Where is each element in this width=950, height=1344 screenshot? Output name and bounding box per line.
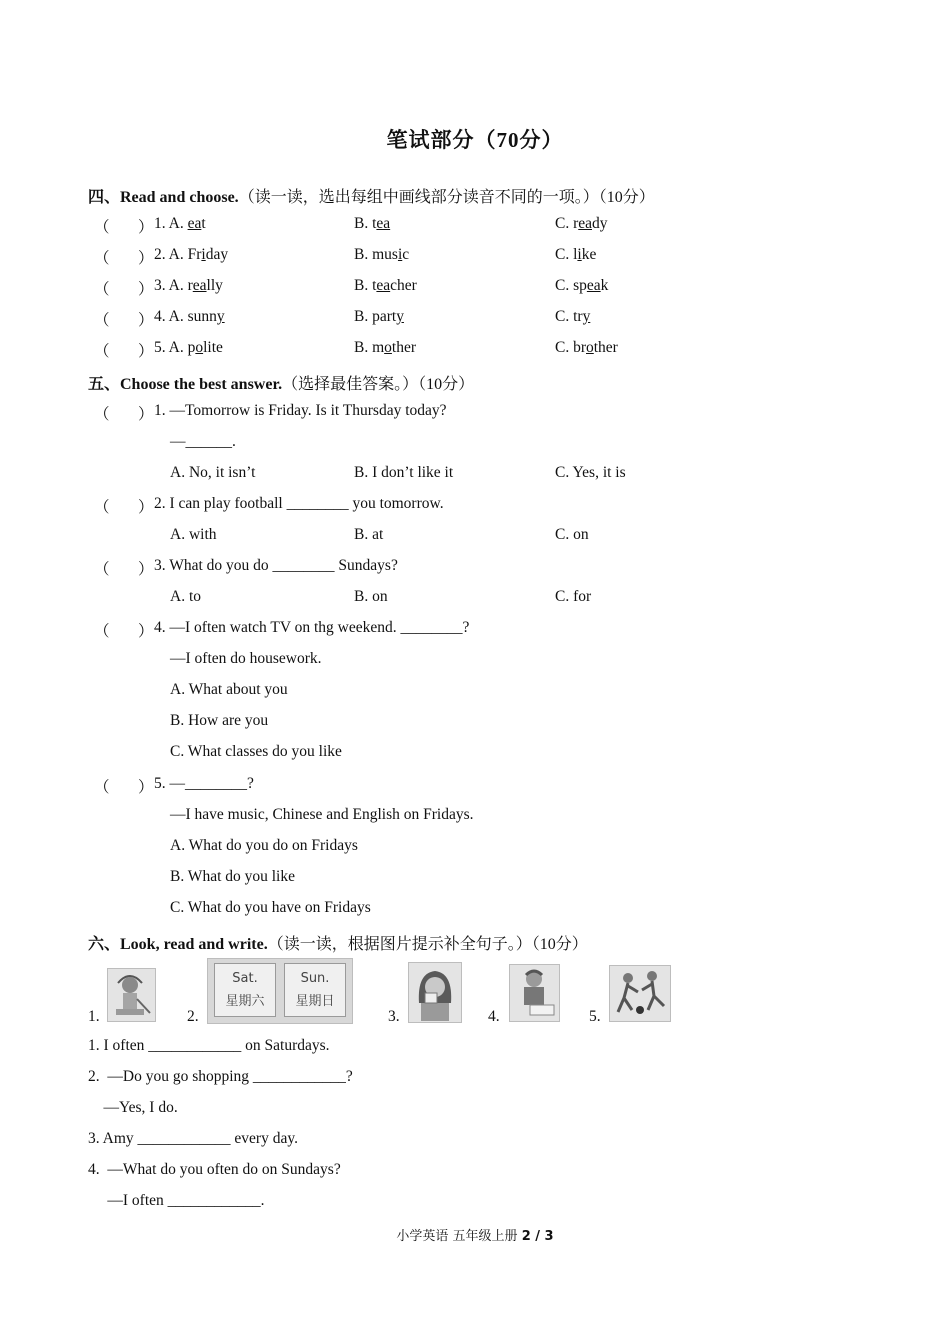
- underlined-part: y: [216, 308, 225, 325]
- s5-q5-option-c-row: [88, 899, 888, 921]
- underlined-part: ea: [376, 277, 391, 294]
- s5-q5-reply-row: [88, 806, 888, 828]
- option-c: C. What classes do you like: [170, 743, 342, 760]
- section-5-label: 五、Choose the best answer.: [88, 376, 283, 393]
- section-4-heading: [88, 184, 655, 207]
- option-a: A. to: [170, 588, 201, 605]
- option-b: B. music: [354, 246, 410, 263]
- saturday-zh: 星期六: [225, 994, 265, 1009]
- option-c: C. try: [555, 308, 591, 325]
- underlined-part: o: [586, 339, 594, 356]
- underlined-part: i: [577, 246, 582, 263]
- s5-question-5: （ ） 5. —________?: [94, 775, 254, 796]
- section-6-label: 六、Look, read and write.: [88, 936, 268, 953]
- page-footer: [0, 1225, 950, 1244]
- s5-q2-options: [88, 526, 888, 548]
- underlined-part: ea: [586, 277, 601, 294]
- picture-number: 5.: [589, 1008, 601, 1025]
- answer-paren-left: （: [94, 281, 110, 298]
- s4-question-2: [88, 246, 888, 268]
- option-b: B. party: [354, 308, 404, 325]
- question-reply: —I have music, Chinese and English on Fridays.: [170, 806, 474, 823]
- option-a: A. No, it isn’t: [170, 464, 256, 481]
- option-a: A. What do you do on Fridays: [170, 837, 358, 854]
- underlined-part: ea: [187, 215, 202, 232]
- girl-cleaning-picture-icon: [107, 968, 156, 1022]
- picture-prompts: [88, 956, 888, 1026]
- underlined-part: ea: [578, 215, 593, 232]
- answer-paren-right: ）: [138, 219, 154, 236]
- option-a: A. What about you: [170, 681, 288, 698]
- s5-q4-option-a-row: [88, 681, 888, 703]
- s5-q5-option-b-row: [88, 868, 888, 890]
- sunday-zh: 星期日: [295, 994, 335, 1009]
- kids-playing-football-picture-icon: [609, 965, 671, 1022]
- underlined-part: y: [396, 308, 404, 325]
- underlined-part: o: [384, 339, 392, 356]
- option-b: B. I don’t like it: [354, 464, 454, 481]
- saturday-en: Sat.: [232, 971, 258, 986]
- s6-line-5: 4. —What do you often do on Sundays?: [88, 1161, 341, 1178]
- underlined-part: i: [397, 246, 403, 263]
- option-a: A. with: [170, 526, 217, 543]
- picture-number: 3.: [388, 1008, 400, 1025]
- s4-question-5: [88, 339, 888, 361]
- footer-text: 小学英语 五年级上册: [396, 1229, 522, 1244]
- underlined-part: ea: [192, 277, 207, 294]
- section-5-instruction: （选择最佳答案。）（10分）: [282, 376, 475, 393]
- answer-paren-left: （: [94, 219, 110, 236]
- s5-q4-option-b-row: [88, 712, 888, 734]
- option-a: 4. A. sunny: [154, 308, 225, 325]
- answer-paren-right: ）: [138, 250, 154, 267]
- option-b: B. at: [354, 526, 384, 543]
- question-reply: —______.: [170, 433, 236, 450]
- boy-writing-picture-icon: [509, 964, 560, 1022]
- option-c: C. ready: [555, 215, 608, 232]
- s6-line-1: 1. I often ____________ on Saturdays.: [88, 1037, 330, 1054]
- page-title: 笔试部分（70分）: [386, 128, 564, 152]
- s5-q1-reply-row: [88, 433, 888, 455]
- page-number: 2 / 3: [521, 1229, 554, 1244]
- s5-question-2: （ ） 2. I can play football ________ you tomorrow.: [94, 495, 444, 516]
- s4-question-1: [88, 215, 888, 237]
- option-b: B. on: [354, 588, 388, 605]
- underlined-part: i: [201, 246, 206, 263]
- question-stem: 3. What do you do ________ Sundays?: [154, 557, 398, 574]
- option-a: 2. A. Friday: [154, 246, 229, 263]
- option-c: C. like: [555, 246, 597, 263]
- calendar-saturday: [214, 963, 276, 1017]
- option-c: C. for: [555, 588, 592, 605]
- calendar-weekend-picture: [207, 958, 353, 1024]
- s6-line-3: —Yes, I do.: [88, 1099, 178, 1116]
- s6-line-6: —I often ____________.: [88, 1192, 265, 1209]
- option-a: 5. A. polite: [154, 339, 223, 356]
- sunday-en: Sun.: [300, 971, 330, 986]
- option-a: 3. A. really: [154, 277, 223, 294]
- answer-paren-right: ）: [138, 312, 154, 329]
- s4-question-3: [88, 277, 888, 299]
- section-4-label: 四、Read and choose.: [88, 189, 239, 206]
- s4-question-4: [88, 308, 888, 330]
- section-4-instruction: （读一读，选出每组中画线部分读音不同的一项。）（10分）: [238, 189, 655, 206]
- question-stem: 4. —I often watch TV on thg weekend. ________?: [154, 619, 470, 636]
- s5-question-3: （ ） 3. What do you do ________ Sundays?: [94, 557, 398, 578]
- question-reply: —I often do housework.: [170, 650, 322, 667]
- s5-q5-option-a-row: [88, 837, 888, 859]
- answer-paren-left: （: [94, 343, 110, 360]
- section-5-heading: [88, 371, 474, 394]
- s5-question-4: （ ） 4. —I often watch TV on thg weekend. ________?: [94, 619, 470, 640]
- s6-line-2: 2. —Do you go shopping ____________?: [88, 1068, 353, 1085]
- s6-line-4: 3. Amy ____________ every day.: [88, 1130, 298, 1147]
- s5-q4-option-c-row: [88, 743, 888, 765]
- section-6-instruction: （读一读，根据图片提示补全句子。）（10分）: [267, 936, 588, 953]
- picture-number: 4.: [488, 1008, 500, 1025]
- picture-number: 1.: [88, 1008, 100, 1025]
- answer-paren-left: （: [94, 312, 110, 329]
- picture-number: 2.: [187, 1008, 199, 1025]
- s5-q1-options: [88, 464, 888, 486]
- answer-paren-right: ）: [138, 343, 154, 360]
- option-b: B. tea: [354, 215, 391, 232]
- option-b: B. How are you: [170, 712, 269, 729]
- girl-reading-picture-icon: [408, 962, 462, 1023]
- underlined-part: y: [582, 308, 591, 325]
- option-c: C. What do you have on Fridays: [170, 899, 371, 916]
- option-b: B. What do you like: [170, 868, 295, 885]
- option-c: C. brother: [555, 339, 618, 356]
- s5-q3-options: [88, 588, 888, 610]
- option-b: B. mother: [354, 339, 417, 356]
- question-stem: 5. —________?: [154, 775, 254, 792]
- option-b: B. teacher: [354, 277, 417, 294]
- underlined-part: ea: [376, 215, 391, 232]
- option-c: C. speak: [555, 277, 609, 294]
- option-c: C. Yes, it is: [555, 464, 626, 481]
- question-stem: 2. I can play football ________ you tomorrow.: [154, 495, 444, 512]
- answer-paren-right: ）: [138, 281, 154, 298]
- s5-question-1: （ ） 1. —Tomorrow is Friday. Is it Thursday today?: [94, 402, 447, 423]
- option-a: 1. A. eat: [154, 215, 206, 232]
- answer-paren-left: （: [94, 250, 110, 267]
- option-c: C. on: [555, 526, 589, 543]
- question-stem: 1. —Tomorrow is Friday. Is it Thursday today?: [154, 402, 447, 419]
- section-6-heading: [88, 931, 588, 954]
- s5-q4-reply-row: [88, 650, 888, 672]
- underlined-part: o: [195, 339, 204, 356]
- calendar-sunday: [284, 963, 346, 1017]
